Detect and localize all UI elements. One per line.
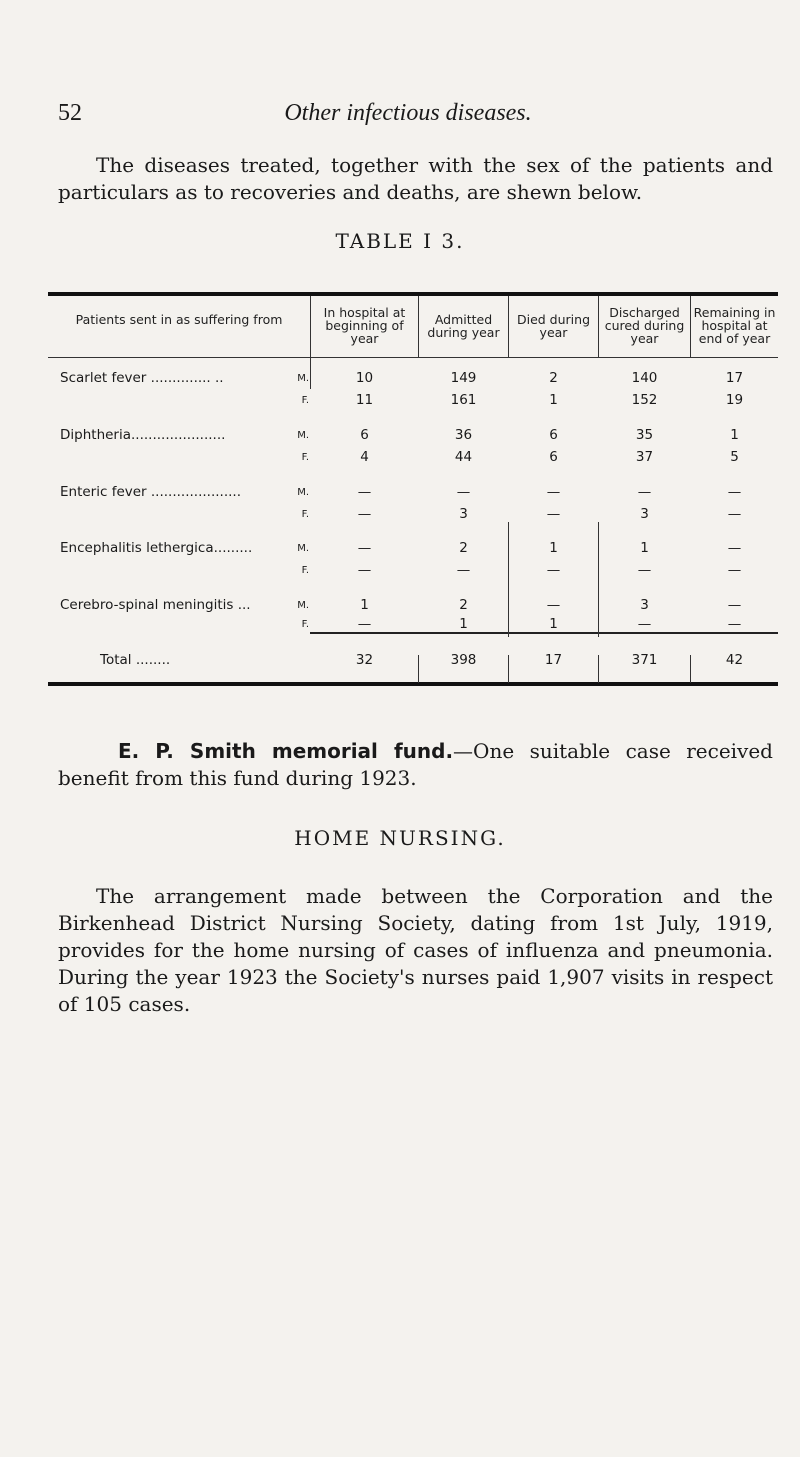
cell-remaining: 17 — [725, 370, 744, 386]
cell-remaining: 5 — [730, 449, 739, 465]
row-sex: F. — [301, 509, 309, 520]
cell-remaining: — — [727, 540, 742, 556]
running-head: Other infectious diseases. — [284, 100, 532, 126]
home-nursing-title: HOME NURSING. — [294, 826, 506, 850]
total-admitted: 398 — [450, 652, 477, 668]
header-in-hospital: In hospital at beginning of year — [323, 305, 406, 346]
cell-in-hospital: — — [357, 616, 372, 632]
page-number: 52 — [58, 100, 82, 126]
cell-admitted: — — [456, 484, 471, 500]
cell-admitted: 161 — [450, 392, 477, 408]
header-discharged: Discharged cured during year — [604, 305, 685, 346]
cell-died: 6 — [549, 449, 558, 465]
cell-died: — — [546, 562, 561, 578]
cell-discharged: 37 — [635, 449, 654, 465]
cell-remaining: — — [727, 616, 742, 632]
fund-text: —One suitable case received benefit from this fund during 1923. — [58, 739, 773, 790]
row-label: Cerebro-spinal meningitis ... — [60, 597, 251, 613]
total-died: 17 — [544, 652, 563, 668]
row-sex: M. — [297, 487, 309, 498]
row-sex: F. — [301, 452, 309, 463]
cell-discharged: — — [637, 484, 652, 500]
row-sex: M. — [297, 543, 309, 554]
cell-remaining: — — [727, 597, 742, 613]
cell-discharged: 3 — [640, 506, 649, 522]
row-sex: F. — [301, 395, 309, 406]
cell-remaining: — — [727, 506, 742, 522]
fund-paragraph — [58, 738, 773, 792]
cell-in-hospital: — — [357, 540, 372, 556]
intro-paragraph: The diseases treated, together with the sex of the patients and particulars as to recoveries and deaths, are shewn below. — [58, 153, 773, 204]
row-sex: M. — [297, 373, 309, 384]
cell-died: 2 — [549, 370, 558, 386]
table-total-rule — [310, 632, 778, 634]
cell-admitted: 149 — [450, 370, 477, 386]
fund-heading: E. P. Smith memorial fund. — [118, 739, 454, 763]
cell-in-hospital: 11 — [355, 392, 374, 408]
row-label: Encephalitis lethergica......... — [60, 540, 253, 556]
row-sex: M. — [297, 430, 309, 441]
total-in-hospital: 32 — [355, 652, 374, 668]
cell-discharged: 152 — [631, 392, 658, 408]
row-label: Enteric fever ..................... — [60, 484, 242, 500]
cell-discharged: — — [637, 616, 652, 632]
cell-discharged: 3 — [640, 597, 649, 613]
cell-admitted: 1 — [459, 616, 468, 632]
row-sex: M. — [297, 600, 309, 611]
cell-remaining: — — [727, 484, 742, 500]
cell-admitted: — — [456, 562, 471, 578]
header-admitted: Admitted during year — [427, 312, 500, 340]
table-bottom-rule — [48, 682, 778, 686]
cell-remaining: — — [727, 562, 742, 578]
cell-discharged: — — [637, 562, 652, 578]
page-header — [58, 100, 758, 134]
table-title: TABLE I 3. — [335, 229, 465, 253]
row-sex: F. — [301, 619, 309, 630]
cell-died: 1 — [549, 540, 558, 556]
cell-admitted: 44 — [454, 449, 473, 465]
row-label: Scarlet fever .............. .. — [60, 370, 224, 386]
cell-in-hospital: 10 — [355, 370, 374, 386]
cell-in-hospital: — — [357, 562, 372, 578]
cell-died: 6 — [549, 427, 558, 443]
cell-died: — — [546, 484, 561, 500]
row-sex: F. — [301, 565, 309, 576]
header-died: Died during year — [516, 312, 591, 340]
cell-admitted: 3 — [459, 506, 468, 522]
total-label: Total ........ — [100, 652, 171, 668]
cell-in-hospital: 4 — [360, 449, 369, 465]
cell-discharged: 1 — [640, 540, 649, 556]
cell-admitted: 2 — [459, 597, 468, 613]
cell-discharged: 140 — [631, 370, 658, 386]
cell-remaining: 1 — [730, 427, 739, 443]
cell-admitted: 36 — [454, 427, 473, 443]
cell-in-hospital: 1 — [360, 597, 369, 613]
cell-discharged: 35 — [635, 427, 654, 443]
total-discharged: 371 — [631, 652, 658, 668]
cell-in-hospital: — — [357, 506, 372, 522]
home-nursing-paragraph: The arrangement made between the Corporation and the Birkenhead District Nursing Society, dating from 1st July, 1919, provides for the home nursing of cases of influenza and pneumonia. During the year 1923 the Society's nurses paid 1,907 visits in respect of 105 cases. — [58, 884, 773, 1016]
header-patients: Patients sent in as suffering from — [75, 312, 283, 327]
total-remaining: 42 — [725, 652, 744, 668]
cell-in-hospital: 6 — [360, 427, 369, 443]
row-label: Diphtheria...................... — [60, 427, 226, 443]
cell-died: — — [546, 597, 561, 613]
cell-in-hospital: — — [357, 484, 372, 500]
cell-admitted: 2 — [459, 540, 468, 556]
table-top-rule — [48, 292, 778, 296]
cell-died: 1 — [549, 616, 558, 632]
header-remaining: Remaining in hospital at end of year — [693, 305, 776, 346]
cell-died: — — [546, 506, 561, 522]
table-header-rule — [48, 357, 778, 358]
cell-died: 1 — [549, 392, 558, 408]
cell-remaining: 19 — [725, 392, 744, 408]
